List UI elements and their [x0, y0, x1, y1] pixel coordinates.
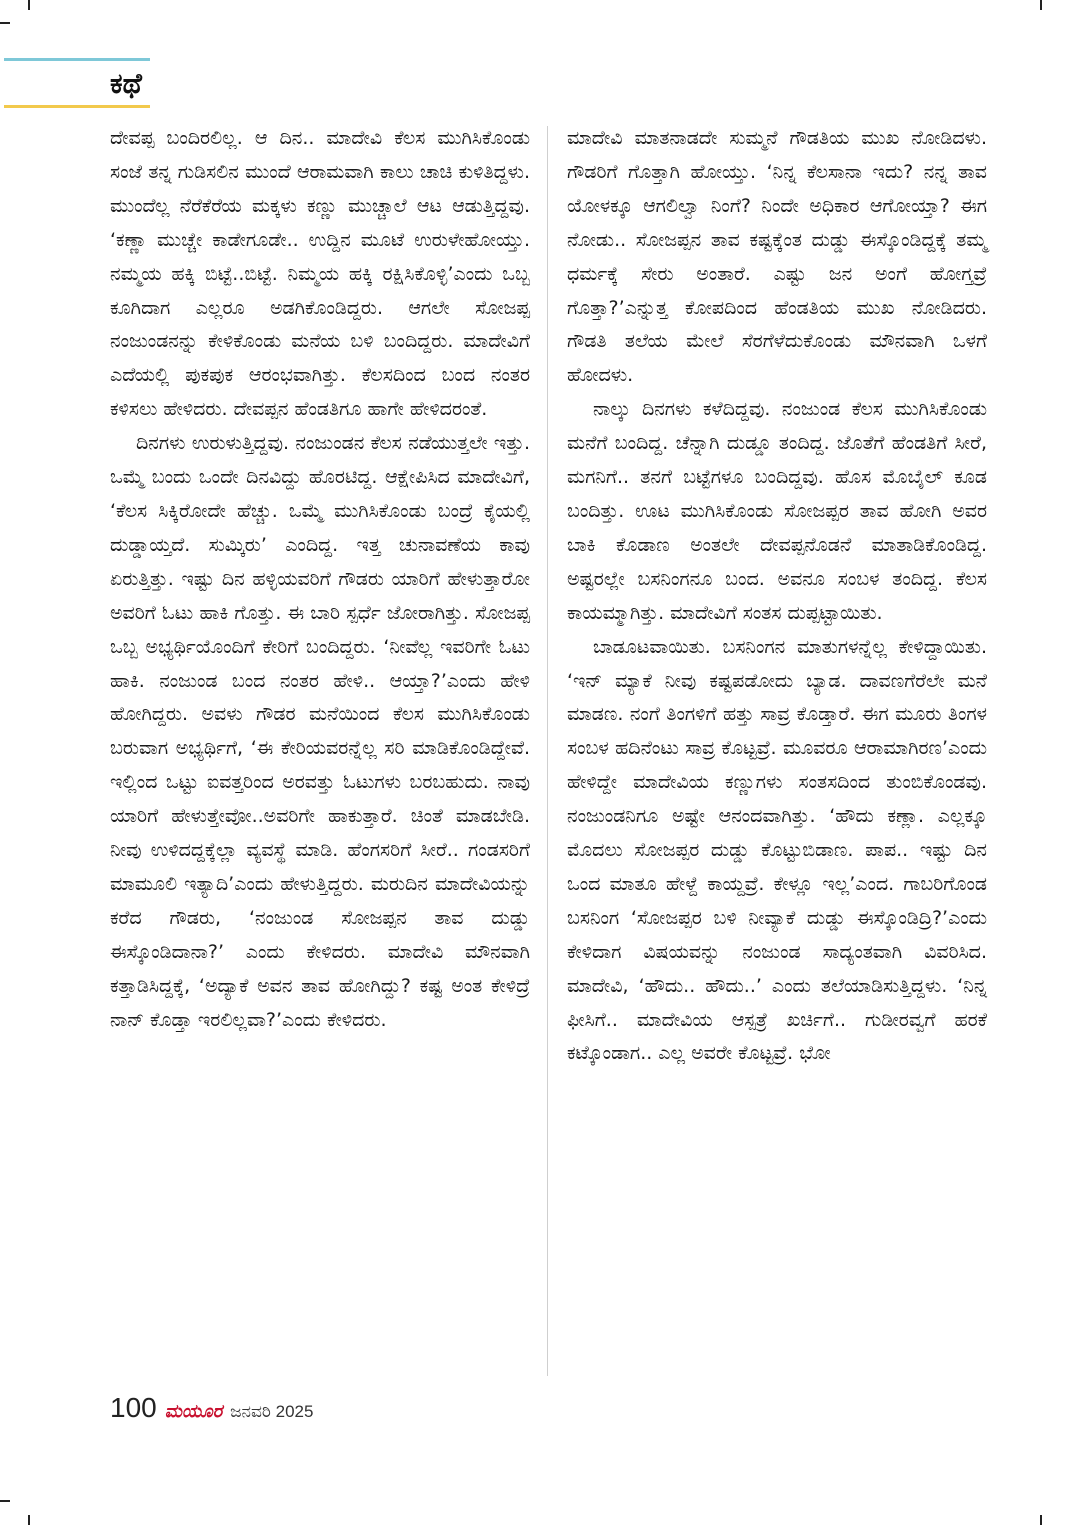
section-rule-top: [4, 58, 150, 61]
paragraph: ಬಾಡೂಟವಾಯಿತು. ಬಸನಿಂಗನ ಮಾತುಗಳನ್ನೆಲ್ಲ ಕೇಳಿದ್ದಾಯಿತು. ‘ಇನ್ ಮ್ಯಾಕೆ ನೀವು ಕಷ್ಟಪಡೋದು ಬ್ಯಾಡ. ದಾವಣಗೆರೆಲೇ ಮನೆ ಮಾಡಣ. ನಂಗೆ ತಿಂಗಳಿಗೆ ಹತ್ತು ಸಾವ್ರ ಕೊಡ್ತಾರೆ. ಈಗ ಮೂರು ತಿಂಗಳ ಸಂಬಳ ಹದಿನೆಂಟು ಸಾವ್ರ ಕೊಟ್ಟವ್ರೆ. ಮೂವರೂ ಆರಾಮಾಗಿರಣ’ಎಂದು ಹೇಳಿದ್ದೇ ಮಾದೇವಿಯ ಕಣ್ಣುಗಳು ಸಂತಸದಿಂದ ತುಂಬಿಕೊಂಡವು. ನಂಜುಂಡನಿಗೂ ಅಷ್ಟೇ ಆನಂದವಾಗಿತ್ತು. ‘ಹೌದು ಕಣ್ಲಾ. ಎಲ್ಲಕ್ಕೂ ಮೊದಲು ಸೋಜಪ್ಪರ ದುಡ್ಡು ಕೊಟ್ಟುಬಿಡಾಣ. ಪಾಪ.. ಇಷ್ಟು ದಿನ ಒಂದ ಮಾತೂ ಹೇಳ್ದೆ ಕಾಯ್ದವ್ರೆ. ಕೇಳ್ಲೂ ಇಲ್ಲ’ಎಂದ. ಗಾಬರಿಗೊಂಡ ಬಸನಿಂಗ ‘ಸೋಜಪ್ಪರ ಬಳಿ ನೀವ್ಯಾಕೆ ದುಡ್ಡು ಈಸ್ಕೊಂಡಿದ್ರಿ?’ಎಂದು ಕೇಳಿದಾಗ ವಿಷಯವನ್ನು ನಂಜುಂಡ ಸಾದ್ಯಂತವಾಗಿ ವಿವರಿಸಿದ. ಮಾದೇವಿ, ‘ಹೌದು.. ಹೌದು..’ ಎಂದು ತಲೆಯಾಡಿಸುತ್ತಿದ್ದಳು. ‘ನಿನ್ನ ಫೀಸಿಗೆ.. ಮಾದೇವಿಯ ಆಸ್ಪತ್ರೆ ಖರ್ಚಿಗೆ.. ಗುಡೀರವ್ವಗೆ ಹರಕೆ ಕಟ್ಕೊಂಡಾಗ.. ಎಲ್ಲ ಅವರೇ ಕೊಟ್ಟವ್ರೆ. ಭೋ: [567, 635, 987, 1065]
page-footer: [110, 1392, 313, 1432]
paragraph: ದಿನಗಳು ಉರುಳುತ್ತಿದ್ದವು. ನಂಜುಂಡನ ಕೆಲಸ ನಡೆಯುತ್ತಲೇ ಇತ್ತು. ಒಮ್ಮೆ ಬಂದು ಒಂದೇ ದಿನವಿದ್ದು ಹೊರಟಿದ್ದ. ಆಕ್ಷೇಪಿಸಿದ ಮಾದೇವಿಗೆ, ‘ಕೆಲಸ ಸಿಕ್ಕಿರೋದೇ ಹೆಚ್ಚು. ಒಮ್ಮೆ ಮುಗಿಸಿಕೊಂಡು ಬಂದ್ರೆ ಕೈಯಲ್ಲಿ ದುಡ್ಡಾಯ್ತದೆ. ಸುಮ್ಕಿರು’ ಎಂದಿದ್ದ. ಇತ್ತ ಚುನಾವಣೆಯ ಕಾವು ಏರುತ್ತಿತ್ತು. ಇಷ್ಟು ದಿನ ಹಳ್ಳಿಯವರಿಗೆ ಗೌಡರು ಯಾರಿಗೆ ಹೇಳುತ್ತಾರೋ ಅವರಿಗೆ ಓಟು ಹಾಕಿ ಗೊತ್ತು. ಈ ಬಾರಿ ಸ್ಪರ್ಧೆ ಜೋರಾಗಿತ್ತು. ಸೋಜಪ್ಪ ಒಬ್ಬ ಅಭ್ಯರ್ಥಿಯೊಂದಿಗೆ ಕೇರಿಗೆ ಬಂದಿದ್ದರು. ‘ನೀವೆಲ್ಲ ಇವರಿಗೇ ಓಟು ಹಾಕಿ. ನಂಜುಂಡ ಬಂದ ನಂತರ ಹೇಳಿ.. ಆಯ್ತಾ?’ಎಂದು ಹೇಳಿ ಹೋಗಿದ್ದರು. ಅವಳು ಗೌಡರ ಮನೆಯಿಂದ ಕೆಲಸ ಮುಗಿಸಿಕೊಂಡು ಬರುವಾಗ ಅಭ್ಯರ್ಥಿಗೆ, ‘ಈ ಕೇರಿಯವರನ್ನೆಲ್ಲ ಸರಿ ಮಾಡಿಕೊಂಡಿದ್ದೇವೆ. ಇಲ್ಲಿಂದ ಒಟ್ಟು ಐವತ್ತರಿಂದ ಅರವತ್ತು ಓಟುಗಳು ಬರಬಹುದು. ನಾವು ಯಾರಿಗೆ ಹೇಳುತ್ತೇವೋ..ಅವರಿಗೇ ಹಾಕುತ್ತಾರೆ. ಚಿಂತೆ ಮಾಡಬೇಡಿ. ನೀವು ಉಳಿದದ್ದಕ್ಕೆಲ್ಲಾ ವ್ಯವಸ್ಥೆ ಮಾಡಿ. ಹೆಂಗಸರಿಗೆ ಸೀರೆ.. ಗಂಡಸರಿಗೆ ಮಾಮೂಲಿ ಇತ್ಯಾದಿ’ಎಂದು ಹೇಳುತ್ತಿದ್ದರು. ಮರುದಿನ ಮಾದೇವಿಯನ್ನು ಕರೆದ ಗೌಡರು, ‘ನಂಜುಂಡ ಸೋಜಪ್ಪನ ತಾವ ದುಡ್ಡು ಈಸ್ಕೊಂಡಿದಾನಾ?’ ಎಂದು ಕೇಳಿದರು. ಮಾದೇವಿ ಮೌನವಾಗಿ ಕತ್ತಾಡಿಸಿದ್ದಕ್ಕೆ, ‘ಅದ್ಯಾಕೆ ಅವನ ತಾವ ಹೋಗಿದ್ದು? ಕಷ್ಟ ಅಂತ ಕೇಳಿದ್ರೆ ನಾನ್ ಕೊಡ್ತಾ ಇರಲಿಲ್ಲವಾ?’ಎಂದು ಕೇಳಿದರು.: [110, 432, 530, 1031]
article-column-left: [110, 122, 530, 1037]
crop-mark-bottom-right: [1040, 1515, 1042, 1525]
crop-mark-bottom-left: [28, 1515, 30, 1525]
section-label: ಕಥೆ: [110, 67, 142, 100]
paragraph: ದೇವಪ್ಪ ಬಂದಿರಲಿಲ್ಲ. ಆ ದಿನ.. ಮಾದೇವಿ ಕೆಲಸ ಮುಗಿಸಿಕೊಂಡು ಸಂಜೆ ತನ್ನ ಗುಡಿಸಲಿನ ಮುಂದೆ ಆರಾಮವಾಗಿ ಕಾಲು ಚಾಚಿ ಕುಳಿತಿದ್ದಳು. ಮುಂದೆಲ್ಲ ನೆರೆಕೆರೆಯ ಮಕ್ಕಳು ಕಣ್ಣು ಮುಚ್ಚಾಲೆ ಆಟ ಆಡುತ್ತಿದ್ದವು. ‘ಕಣ್ಣಾ ಮುಚ್ಚೇ ಕಾಡೇಗೂಡೇ.. ಉದ್ದಿನ ಮೂಟೆ ಉರುಳೇಹೋಯ್ತು. ನಮ್ಮಯ ಹಕ್ಕಿ ಬಿಟ್ಟೆ..ಬಿಟ್ಟೆ. ನಿಮ್ಮಯ ಹಕ್ಕಿ ರಕ್ಷಿಸಿಕೊಳ್ಳಿ’ಎಂದು ಒಬ್ಬ ಕೂಗಿದಾಗ ಎಲ್ಲರೂ ಅಡಗಿಕೊಂಡಿದ್ದರು. ಆಗಲೇ ಸೋಜಪ್ಪ ನಂಜುಂಡನನ್ನು ಕೇಳಿಕೊಂಡು ಮನೆಯ ಬಳಿ ಬಂದಿದ್ದರು. ಮಾದೇವಿಗೆ ಎದೆಯಲ್ಲಿ ಪುಕಪುಕ ಆರಂಭವಾಗಿತ್ತು. ಕೆಲಸದಿಂದ ಬಂದ ನಂತರ ಕಳಿಸಲು ಹೇಳಿದರು. ದೇವಪ್ಪನ ಹೆಂಡತಿಗೂ ಹಾಗೇ ಹೇಳಿದರಂತೆ.: [110, 127, 530, 421]
crop-mark-top-left: [28, 0, 30, 10]
magazine-logo: ಮಯೂರ: [164, 1401, 223, 1422]
article-column-right: [567, 122, 987, 1071]
paragraph: ಮಾದೇವಿ ಮಾತನಾಡದೇ ಸುಮ್ಮನೆ ಗೌಡತಿಯ ಮುಖ ನೋಡಿದಳು. ಗೌಡರಿಗೆ ಗೊತ್ತಾಗಿ ಹೋಯ್ತು. ‘ನಿನ್ನ ಕೆಲಸಾನಾ ಇದು? ನನ್ನ ತಾವ ಯೋಳಕ್ಕೂ ಆಗಲಿಲ್ವಾ ನಿಂಗೆ? ನಿಂದೇ ಅಧಿಕಾರ ಆಗೋಯ್ತಾ? ಈಗ ನೋಡು.. ಸೋಜಪ್ಪನ ತಾವ ಕಷ್ಟಕ್ಕೆಂತ ದುಡ್ಡು ಈಸ್ಕೊಂಡಿದ್ದಕ್ಕೆ ತಮ್ಮ ಧರ್ಮಕ್ಕೆ ಸೇರು ಅಂತಾರೆ. ಎಷ್ಟು ಜನ ಅಂಗೆ ಹೋಗ್ತವ್ರೆ ಗೊತ್ತಾ?’ಎನ್ನುತ್ತ ಕೋಪದಿಂದ ಹೆಂಡತಿಯ ಮುಖ ನೋಡಿದರು. ಗೌಡತಿ ತಲೆಯ ಮೇಲೆ ಸೆರಗೆಳೆದುಕೊಂಡು ಮೌನವಾಗಿ ಒಳಗೆ ಹೋದಳು.: [567, 127, 987, 387]
issue-date: ಜನವರಿ 2025: [230, 1402, 314, 1421]
column-divider: [547, 126, 548, 1376]
section-rule-bottom: [4, 105, 150, 108]
crop-mark-bottom-left-h: [0, 1500, 10, 1502]
paragraph: ನಾಲ್ಕು ದಿನಗಳು ಕಳೆದಿದ್ದವು. ನಂಜುಂಡ ಕೆಲಸ ಮುಗಿಸಿಕೊಂಡು ಮನೆಗೆ ಬಂದಿದ್ದ. ಚೆನ್ನಾಗಿ ದುಡ್ಡೂ ತಂದಿದ್ದ. ಜೊತೆಗೆ ಹೆಂಡತಿಗೆ ಸೀರೆ, ಮಗನಿಗೆ.. ತನಗೆ ಬಟ್ಟೆಗಳೂ ಬಂದಿದ್ದವು. ಹೊಸ ಮೊಬೈಲ್ ಕೂಡ ಬಂದಿತ್ತು. ಊಟ ಮುಗಿಸಿಕೊಂಡು ಸೋಜಪ್ಪರ ತಾವ ಹೋಗಿ ಅವರ ಬಾಕಿ ಕೊಡಾಣ ಅಂತಲೇ ದೇವಪ್ಪನೊಡನೆ ಮಾತಾಡಿಕೊಂಡಿದ್ದ. ಅಷ್ಟರಲ್ಲೇ ಬಸನಿಂಗನೂ ಬಂದ. ಅವನೂ ಸಂಬಳ ತಂದಿದ್ದ. ಕೆಲಸ ಕಾಯಮ್ಮಾಗಿತ್ತು. ಮಾದೇವಿಗೆ ಸಂತಸ ದುಪ್ಪಟ್ಟಾಯಿತು.: [567, 398, 987, 624]
crop-mark-top-left-h: [0, 22, 10, 24]
page-number: 100: [110, 1392, 157, 1423]
crop-mark-top-right: [1040, 0, 1042, 10]
